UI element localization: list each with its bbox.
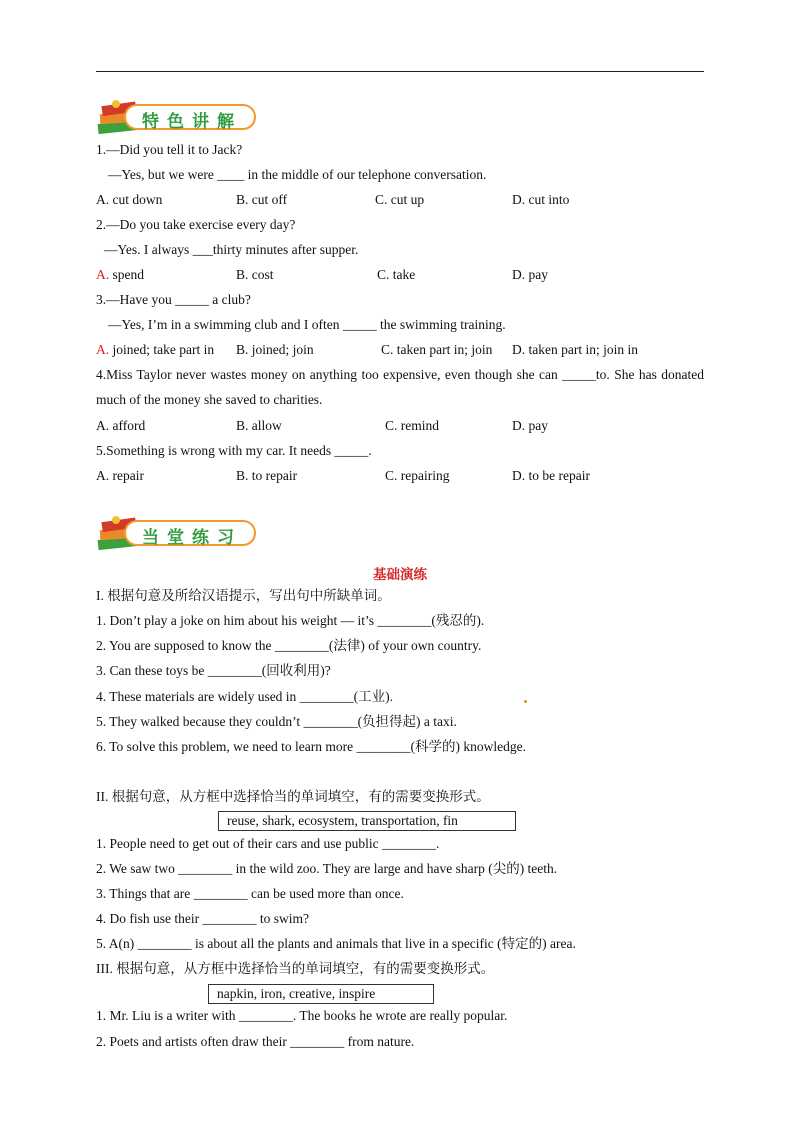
- q2-option-a-letter: A.: [96, 267, 110, 282]
- part3-word-box: napkin, iron, creative, inspire: [208, 984, 434, 1004]
- part2-word-box: reuse, shark, ecosystem, transportation, fin: [218, 811, 516, 831]
- q2-option-d: D. pay: [512, 267, 548, 282]
- practice-subheading: 基础演练: [373, 567, 427, 583]
- q5-option-d: D. to be repair: [512, 468, 590, 483]
- q4-option-b: B. allow: [236, 418, 282, 433]
- q1-option-d: D. cut into: [512, 192, 570, 207]
- q3-option-c: C. taken part in; join: [381, 342, 493, 357]
- q3-option-d: D. taken part in; join in: [512, 342, 638, 357]
- part1-item: 2. You are supposed to know the ________(法律) of your own country.: [96, 638, 482, 653]
- q3-option-a-letter: A.: [96, 342, 110, 357]
- part2-instruction: II. 根据句意，从方框中选择恰当的单词填空，有的需要变换形式。: [96, 789, 490, 804]
- part2-item: 2. We saw two ________ in the wild zoo. They are large and have sharp (尖的) teeth.: [96, 861, 558, 876]
- section-banner-feature: [96, 96, 266, 142]
- part1-item: 5. They walked because they couldn’t ________(负担得起) a taxi.: [96, 714, 457, 729]
- q3-option-a: [96, 341, 214, 359]
- part2-item: 1. People need to get out of their cars and use public ________.: [96, 836, 440, 851]
- q1-option-c: C. cut up: [375, 192, 425, 207]
- q5-option-a: A. repair: [96, 468, 144, 483]
- q3-stem: 3.—Have you _____ a club?: [96, 292, 251, 307]
- q2-option-a-text: spend: [109, 267, 144, 282]
- part3-item: 2. Poets and artists often draw their ________ from nature.: [96, 1034, 415, 1049]
- q5-option-c: C. repairing: [385, 468, 450, 483]
- part2-item: 4. Do fish use their ________ to swim?: [96, 911, 309, 926]
- q5-stem: 5.Something is wrong with my car. It needs _____.: [96, 443, 372, 458]
- part2-item: 5. A(n) ________ is about all the plants and animals that live in a specific (特定的) area.: [96, 936, 576, 951]
- q5-option-b: B. to repair: [236, 468, 298, 483]
- q1-option-b: B. cut off: [236, 192, 288, 207]
- q4-option-c: C. remind: [385, 418, 439, 433]
- banner-title: 特色讲解: [142, 112, 242, 132]
- q2-reply: —Yes. I always ___thirty minutes after supper.: [104, 242, 359, 257]
- q3-option-a-text: joined; take part in: [109, 342, 215, 357]
- banner-title: 当堂练习: [142, 528, 242, 548]
- q2-option-b: B. cost: [236, 267, 274, 282]
- part1-instruction: I. 根据句意及所给汉语提示，写出句中所缺单词。: [96, 588, 391, 603]
- q4-stem: 4.Miss Taylor never wastes money on anything too expensive, even though she can _____to. She has donated much of the money she saved to charities.: [96, 367, 704, 407]
- part3-item: 1. Mr. Liu is a writer with ________. The books he wrote are really popular.: [96, 1008, 508, 1023]
- q1-reply: —Yes, but we were ____ in the middle of our telephone conversation.: [108, 167, 487, 182]
- part1-item: 4. These materials are widely used in ________(工业).: [96, 689, 394, 704]
- q2-option-c: C. take: [377, 267, 416, 282]
- q2-stem: 2.—Do you take exercise every day?: [96, 217, 296, 232]
- part1-item: 6. To solve this problem, we need to learn more ________(科学的) knowledge.: [96, 739, 526, 754]
- q1-option-a: A. cut down: [96, 192, 163, 207]
- part2-item: 3. Things that are ________ can be used more than once.: [96, 886, 404, 901]
- part3-instruction: III. 根据句意，从方框中选择恰当的单词填空，有的需要变换形式。: [96, 961, 495, 976]
- q1-stem: 1.—Did you tell it to Jack?: [96, 142, 243, 157]
- section-banner-practice: [96, 512, 266, 558]
- header-rule: [96, 71, 704, 72]
- q2-option-a: [96, 266, 144, 284]
- q4-option-a: A. afford: [96, 418, 146, 433]
- q3-option-b: B. joined; join: [236, 342, 314, 357]
- q3-reply: —Yes, I’m in a swimming club and I often _____ the swimming training.: [108, 317, 506, 332]
- part1-item: 3. Can these toys be ________(回收利用)?: [96, 663, 331, 678]
- stray-dot: [524, 700, 527, 703]
- part1-item: 1. Don’t play a joke on him about his weight — it’s ________(残忍的).: [96, 613, 485, 628]
- q4-option-d: D. pay: [512, 418, 548, 433]
